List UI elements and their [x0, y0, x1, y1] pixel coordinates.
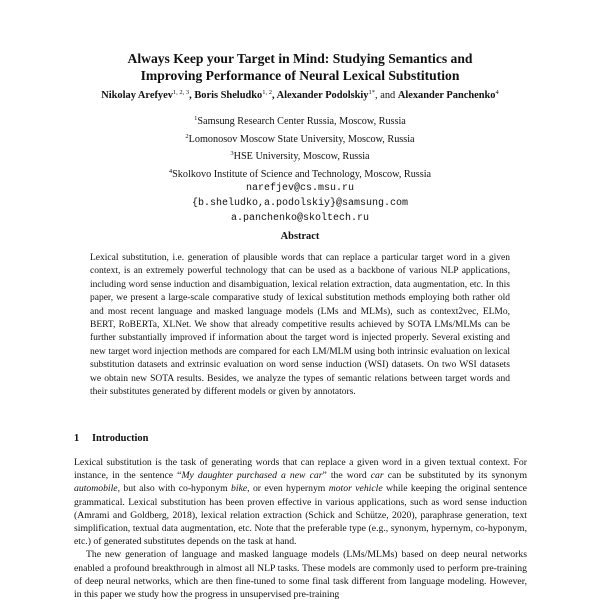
paper-title [0, 50, 600, 84]
paragraph: The new generation of language and masked language models (LMs/MLMs) based on deep neural networks enabled a profound breakthrough in almost all NLP tasks. These models are commonly used to perform pre-training of deep neural networks, which are then fine-tuned to some final task different from language modeling. However, in this paper we study how the progress in unsupervised pre-training [74, 549, 527, 601]
affiliation: $^1$Samsung Research Center Russia, Moscow, Russia [194, 115, 406, 127]
affiliation: $^3$HSE University, Moscow, Russia [230, 150, 370, 163]
author-name: Nikolay Arefyev [101, 90, 173, 101]
author-affiliation-mark: 1, 2, 3 [172, 89, 190, 96]
author-list: Nikolay Arefyev$^{1, 2, 3}$, Boris Sheludko$^{1, 2}$, Alexander Podolskiy$^{1*}$, and Alexander Panchenko$^4$ [101, 89, 499, 101]
author-affiliation-mark: 1* [368, 89, 376, 96]
section-number: 1 [74, 433, 80, 444]
title-line-1: Always Keep your Target in Mind: Studying Semantics and [127, 51, 473, 66]
introduction-body [74, 456, 527, 601]
paragraph: Lexical substitution is the task of generating words that can replace a given word in a given textual context. For instance, in the sentence “My daughter purchased a new car” the word car can be substituted by its synonym automobile, but also with co-hyponym bike, or even hypernym motor vehicle while keeping the original sentence grammatical. Lexical substitution has been proven effective in various applications, such as word sense induction (Amrami and Goldberg, 2018), lexical relation extraction (Schick and Schütze, 2020), paraphrase generation, text simplification, textual data augmentation, etc. Note that the preferable type (e.g., synonym, hypernym, co-hyponym, etc.) of generated substitutes depends on the task at hand. [74, 457, 527, 548]
affiliations [0, 112, 600, 226]
email-address: {b.sheludko,a.podolskiy}@samsung.com [191, 197, 409, 209]
title-line-2: Improving Performance of Neural Lexical Substitution [140, 68, 460, 83]
author-name: Alexander Panchenko [397, 90, 496, 101]
author-name: Boris Sheludko [194, 90, 263, 101]
email-address: a.panchenko@skoltech.ru [230, 212, 370, 224]
author-affiliation-mark: 4 [495, 89, 499, 96]
affiliation: $^2$Lomonosov Moscow State University, Moscow, Russia [185, 132, 415, 145]
section-title: Introduction [92, 433, 149, 444]
section-heading [74, 433, 148, 444]
affiliation: $^4$Skolkovo Institute of Science and Technology, Moscow, Russia [168, 167, 432, 180]
author-name: Alexander Podolskiy [276, 90, 369, 101]
author-affiliation-mark: 1, 2 [262, 89, 272, 96]
email-address: narefjev@cs.msu.ru [245, 183, 355, 195]
abstract-heading: Abstract [280, 231, 320, 242]
abstract-text: Lexical substitution, i.e. generation of plausible words that can replace a particular target word in a given context, is an extremely powerful technology that can be used as a backbone of various NLP applications, including word sense induction and disambiguation, lexical relation extraction, data augmentation, etc. In this paper, we present a large-scale comparative study of lexical substitution methods employing both rather old and most recent language and masked language models (LMs and MLMs), such as context2vec, ELMo, BERT, RoBERTa, XLNet. We show that already competitive results achieved by SOTA LMs/MLMs can be further substantially improved if information about the target word is injected properly. Several existing and new target word injection methods are compared for each LM/MLM using both intrinsic evaluation on lexical substitution datasets and extrinsic evaluation on word sense induction (WSI) datasets. On two WSI datasets we obtain new SOTA results. Besides, we analyze the types of semantic relations between target words and their substitutes generated by different models or given by annotators. [90, 253, 510, 398]
